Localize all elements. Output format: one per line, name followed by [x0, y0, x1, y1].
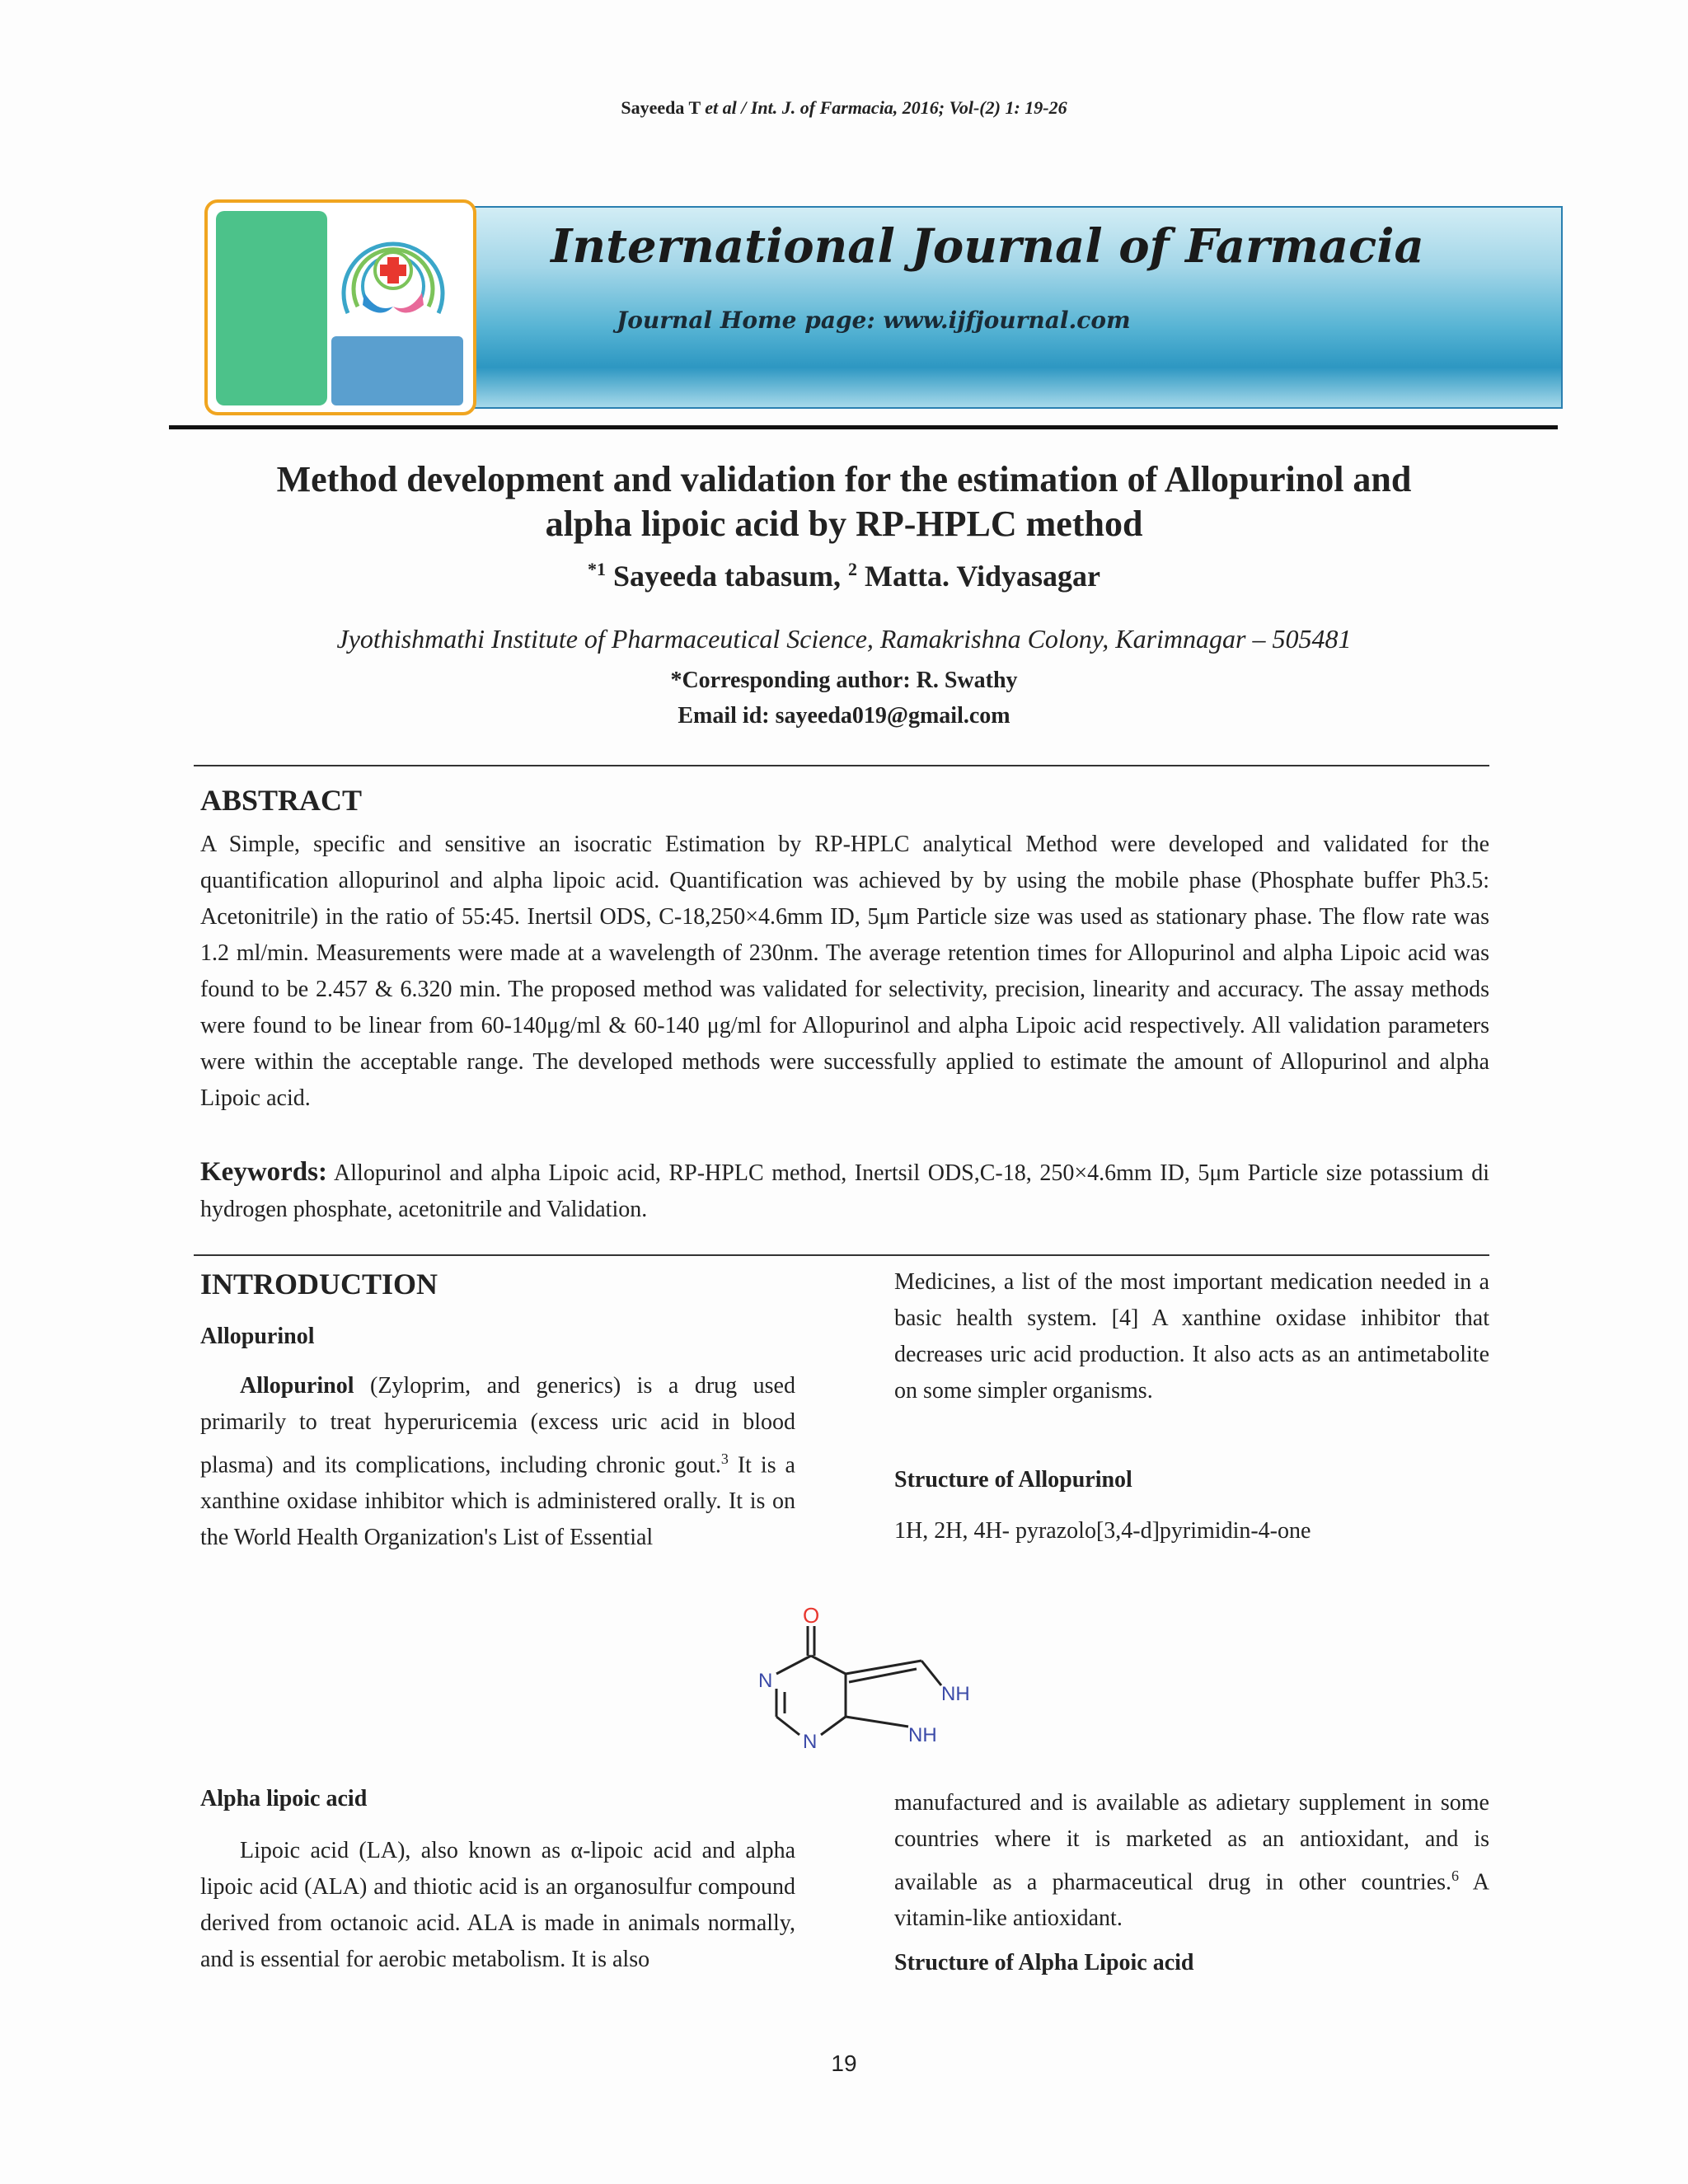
nitrogen-label-1: N	[758, 1670, 773, 1692]
allopurinol-text-1: (Zyloprim, and generics) is a drug used primarily to treat hyperuricemia (excess uric acid in blood plasma) and its complications, including chronic gout.	[200, 1373, 795, 1479]
alpha-lipoic-text-1: manufactured and is available as adietary supplement in some countries where it is marketed as an antioxidant, and is available as a pharmaceutical drug in other countries.	[894, 1790, 1489, 1896]
abstract-bottom-rule	[194, 1254, 1489, 1256]
allopurinol-iupac-name: 1H, 2H, 4H- pyrazolo[3,4-d]pyrimidin-4-one	[894, 1518, 1311, 1544]
keywords-label: Keywords:	[200, 1157, 327, 1187]
nitrogen-label-2: N	[803, 1731, 818, 1753]
allopurinol-text-2: It is a xanthine oxidase inhibitor which is administered orally. It is on the World Health Organization's List of Essential	[200, 1452, 795, 1551]
citation-6[interactable]: 6	[1451, 1868, 1460, 1884]
medical-cross-hands-icon	[315, 214, 471, 334]
author-1-name: Sayeeda tabasum,	[605, 560, 849, 593]
keywords-text: Allopurinol and alpha Lipoic acid, RP-HPLC method, Inertsil ODS,C-18, 250×4.6mm ID, 5μm Particle size potassium di hydrogen phosphate, acetonitrile and Validation.	[200, 1160, 1489, 1222]
running-head-author: Sayeeda T	[621, 97, 706, 118]
alpha-lipoic-paragraph: Lipoic acid (LA), also known as α-lipoic acid and alpha lipoic acid (ALA) and thiotic acid is an organosulfur compound derived from octanoic acid. ALA is made in animals normally, and is essential for aerobic metabolism. It is also	[200, 1838, 795, 1972]
logo-green-block	[216, 211, 327, 405]
allopurinol-structure-diagram	[725, 1603, 1006, 1760]
medicines-paragraph: Medicines, a list of the most important medication needed in a basic health system. [4] A xanthine oxidase inhibitor that decreases uric acid production. It also acts as an antimetabolite on some simpler organisms.	[894, 1269, 1489, 1404]
running-head	[0, 97, 1688, 119]
paper-title	[165, 457, 1523, 546]
allopurinol-structure-heading: Structure of Allopurinol	[894, 1467, 1132, 1493]
logo-blue-block	[331, 336, 463, 405]
introduction-heading: INTRODUCTION	[200, 1268, 438, 1301]
journal-logo	[204, 199, 476, 415]
affiliation: Jyothishmathi Institute of Pharmaceutical Science, Ramakrishna Colony, Karimnagar – 505481	[336, 624, 1352, 654]
allopurinol-paragraph	[200, 1368, 795, 1556]
allopurinol-lead: Allopurinol	[240, 1373, 354, 1399]
author-list	[0, 559, 1688, 593]
author-2-affil-mark: 2	[848, 559, 858, 579]
journal-banner	[204, 199, 1563, 415]
author-2-name: Matta. Vidyasagar	[857, 560, 1100, 593]
alpha-lipoic-heading: Alpha lipoic acid	[200, 1786, 368, 1811]
nh-label-2: NH	[908, 1724, 937, 1746]
keywords	[200, 1154, 1489, 1228]
journal-home-page[interactable]: Journal Home page: www.ijfjournal.com	[617, 307, 1131, 334]
paper-title-line-2: alpha lipoic acid by RP-HPLC method	[545, 504, 1143, 544]
nh-label-1: NH	[941, 1683, 970, 1705]
corresponding-author: *Corresponding author: R. Swathy	[670, 668, 1018, 693]
journal-title: International Journal of Farmacia	[551, 219, 1424, 274]
paper-title-line-1: Method development and validation for the estimation of Allopurinol and	[276, 459, 1412, 499]
author-1-affil-mark: *1	[587, 559, 606, 579]
page-number: 19	[831, 2050, 857, 2076]
abstract-top-rule	[194, 765, 1489, 766]
allopurinol-subheading: Allopurinol	[200, 1324, 315, 1349]
oxygen-label: O	[803, 1603, 820, 1628]
running-head-citation: et al / Int. J. of Farmacia, 2016; Vol-(2) 1: 19-26	[705, 97, 1067, 118]
banner-divider	[169, 425, 1558, 429]
abstract-heading: ABSTRACT	[200, 784, 363, 817]
citation-3[interactable]: 3	[720, 1451, 729, 1467]
alpha-lipoic-text-2: A vitamin-like antioxidant.	[894, 1869, 1490, 1932]
alpha-lipoic-structure-heading: Structure of Alpha Lipoic acid	[894, 1950, 1194, 1975]
author-email[interactable]: Email id: sayeeda019@gmail.com	[678, 703, 1010, 729]
alpha-lipoic-continued	[894, 1785, 1489, 1937]
abstract-body: A Simple, specific and sensitive an isocratic Estimation by RP-HPLC analytical Method were developed and validated for the quantification allopurinol and alpha lipoic acid. Quantification was achieved by by using the mobile phase (Phosphate buffer Ph3.5: Acetonitrile) in the ratio of 55:45. Inertsil ODS, C-18,250×4.6mm ID, 5μm Particle size was used as stationary phase. The flow rate was 1.2 ml/min. Measurements were made at a wavelength of 230nm. The average retention times for Allopurinol and alpha Lipoic acid was found to be 2.457 & 6.320 min. The proposed method was validated for selectivity, precision, linearity and accuracy. The assay methods were found to be linear from 60-140μg/ml & 60-140 μg/ml for Allopurinol and alpha Lipoic acid respectively. All validation parameters were within the acceptable range. The developed methods were successfully applied to estimate the amount of Allopurinol and alpha Lipoic acid.	[200, 832, 1489, 1111]
